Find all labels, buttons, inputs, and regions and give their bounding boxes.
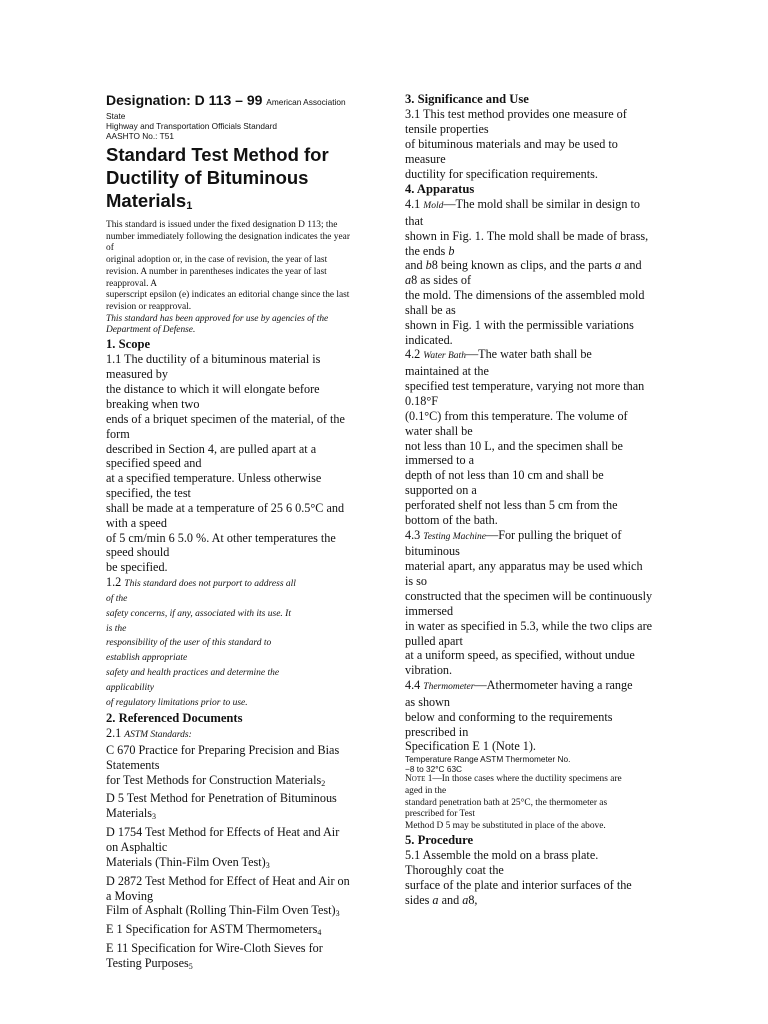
defense-line: This standard has been approved for use by agencies of the [106, 313, 329, 324]
scope-body [106, 352, 364, 710]
ref-text: Testing Purposes [106, 955, 189, 970]
section-number: 4.4 [405, 678, 424, 693]
testing-machine-line: bituminous [405, 544, 460, 559]
apparatus-heading: 4. Apparatus [405, 181, 475, 196]
water-bath-line: not less than 10 L, and the specimen shall be [405, 438, 623, 453]
water-bath-line: immersed to a [405, 453, 475, 468]
water-bath-line: depth of not less than 10 cm and shall be [405, 468, 604, 483]
significance-line: tensile properties [405, 122, 489, 137]
caution-line: safety concerns, if any, associated with its use. It [106, 608, 291, 619]
astm-standards-label: ASTM Standards: [124, 730, 192, 741]
thermometer-first-line [405, 678, 663, 695]
ref-line [106, 956, 364, 975]
mold-line: shall be as [405, 302, 456, 317]
intro-line: original adoption or, in the case of revision, the year of last [106, 255, 328, 266]
thermometer-table-row: −8 to 32°C 63C [405, 764, 463, 775]
testing-machine-line: constructed that the specimen will be continuously [405, 588, 653, 603]
intro-line: revision. A number in parentheses indicates the year of last [106, 266, 327, 277]
testing-machine-line: is so [405, 574, 428, 589]
note-line: prescribed for Test [405, 809, 475, 820]
mold-text: 8 being known as clips, and the parts [431, 258, 615, 273]
ref-text: Materials (Thin-Film Oven Test) [106, 854, 266, 869]
title-footnote: 1 [186, 200, 193, 212]
note-line: standard penetration bath at 25°C, the thermometer as [405, 797, 608, 808]
org-line-1: American Association [266, 97, 346, 107]
caution-text: This standard does not purport to address all [124, 579, 296, 590]
testing-machine-label: Testing Machine [423, 531, 486, 542]
caution-line: applicability [106, 683, 155, 693]
section-number: 4.1 [405, 197, 424, 212]
procedure-text: 8, [468, 892, 478, 907]
significance-line: measure [405, 151, 446, 166]
water-bath-line: maintained at the [405, 364, 489, 379]
left-column [106, 92, 364, 975]
scope-line: measured by [106, 367, 168, 382]
section-number: 4.3 [405, 527, 424, 542]
ref-line [106, 855, 364, 874]
water-bath-line: perforated shelf not less than 5 cm from the [405, 497, 618, 512]
thermometer-label: Thermometer [423, 682, 475, 693]
ref-footnote: 3 [335, 909, 340, 919]
ref-text: D 5 Test Method for Penetration of Bituminous [106, 791, 337, 806]
scope-line: described in Section 4, are pulled apart at a [106, 441, 317, 456]
scope-line: of 5 cm/min 6 5.0 %. At other temperatures the [106, 530, 336, 545]
procedure-line [405, 893, 663, 908]
water-bath-line: specified test temperature, varying not more than [405, 379, 645, 394]
mold-var: a [614, 258, 621, 273]
mold-line: indicated. [405, 332, 453, 347]
note-line: aged in the [405, 785, 447, 796]
section-number: 1.2 [106, 575, 125, 590]
ref-line [106, 889, 364, 904]
defense-line: Department of Defense. [106, 325, 196, 336]
water-bath-label: Water Bath [423, 351, 466, 362]
intro-block [106, 220, 364, 337]
mold-line: the mold. The dimensions of the assembled mold [405, 288, 645, 303]
intro-line: number immediately following the designation indicates the year [106, 231, 350, 242]
mold-var: b [448, 243, 455, 258]
water-bath-line: (0.1°C) from this temperature. The volume of [405, 408, 628, 423]
scope-line: ends of a briquet specimen of the material, of the [106, 411, 345, 426]
ref-text: E 11 Specification for Wire-Cloth Sieves for [106, 941, 323, 956]
title-line-1: Standard Test Method for [106, 144, 329, 165]
intro-line: of [106, 243, 114, 254]
mold-first-line [405, 197, 663, 214]
org-line-2: State [106, 111, 126, 121]
intro-line: This standard is issued under the fixed designation D 113; the [106, 220, 338, 230]
scope-line: breaking when two [106, 396, 200, 411]
water-bath-line: bottom of the bath. [405, 512, 498, 527]
referenced-body [106, 726, 364, 975]
testing-machine-line: in water as specified in 5.3, while the two clips are [405, 618, 653, 633]
scope-line: at a specified temperature. Unless otherwise [106, 471, 322, 486]
mold-text: —The mold shall be similar in design to [443, 197, 641, 212]
org-line-4: AASHTO No.: T51 [106, 131, 174, 141]
testing-machine-line: immersed [405, 603, 454, 618]
scope-line: form [106, 426, 130, 441]
scope-line: specified, the test [106, 486, 191, 501]
ref-text: on Asphaltic [106, 840, 168, 854]
scope-heading: 1. Scope [106, 337, 151, 352]
significance-heading: 3. Significance and Use [405, 92, 529, 106]
title-word: Materials [106, 190, 187, 211]
note-line: Method D 5 may be substituted in place of the above. [405, 821, 606, 832]
note-text: 1—In those cases where the ductility specimens are [425, 774, 622, 785]
procedure-line: 5.1 Assemble the mold on a brass plate. [405, 848, 599, 863]
right-column [405, 92, 663, 908]
thermometer-text: —Athermometer having a range [474, 678, 633, 693]
ref-text: D 1754 Test Method for Effects of Heat and Air [106, 825, 340, 840]
ref-line [106, 758, 364, 773]
testing-machine-line: vibration. [405, 663, 453, 678]
scope-line: shall be made at a temperature of 25 6 0.5°C and [106, 500, 345, 515]
ref-text: Film of Asphalt (Rolling Thin-Film Oven Test) [106, 903, 336, 918]
ref-footnote: 5 [188, 961, 193, 971]
procedure-line: Thoroughly coat the [405, 863, 504, 878]
ref-text: C 670 Practice for Preparing Precision and Bias [106, 742, 340, 757]
ref-line [106, 806, 364, 825]
title-line-3 [106, 189, 364, 218]
org-line-3: Highway and Transportation Officials Standard [106, 121, 277, 131]
testing-machine-line: pulled apart [405, 633, 463, 648]
ref-line [106, 825, 364, 840]
note-label: Note [405, 774, 426, 785]
ref-line [106, 941, 364, 956]
intro-line: reapproval. A [106, 278, 158, 289]
testing-machine-line: at a uniform speed, as specified, without undue [405, 648, 635, 663]
mold-text: and [620, 258, 642, 273]
ref-line [106, 773, 364, 792]
section-number: 4.2 [405, 347, 424, 362]
significance-line: 3.1 This test method provides one measure of [405, 107, 627, 122]
scope-line: with a speed [106, 515, 167, 530]
ref-line [106, 903, 364, 922]
water-bath-line: water shall be [405, 423, 473, 438]
intro-line: superscript epsilon (e) indicates an editorial change since the last [106, 290, 350, 301]
mold-text: and [405, 258, 426, 273]
mold-line: shown in Fig. 1 with the permissible variations [405, 317, 634, 332]
ref-footnote: 3 [152, 812, 157, 822]
water-bath-line: 0.18°F [405, 394, 438, 408]
caution-line: of regulatory limitations prior to use. [106, 697, 248, 708]
water-bath-line: supported on a [405, 483, 477, 498]
section-number: 2.1 [106, 726, 125, 741]
testing-machine-first-line [405, 528, 663, 545]
procedure-var: a [432, 892, 439, 907]
testing-machine-text: —For pulling the briquet of [486, 527, 622, 542]
ref-text: Materials [106, 806, 153, 821]
scope-line: be specified. [106, 560, 168, 575]
ref-text: a Moving [106, 888, 154, 903]
scope-line: the distance to which it will elongate before [106, 382, 320, 397]
mold-line: shown in Fig. 1. The mold shall be made of brass, [405, 228, 649, 243]
caution-line: of the [106, 593, 128, 604]
ref-line [106, 791, 364, 806]
mold-text: the ends [405, 243, 449, 258]
ref-text: for Test Methods for Construction Materials [106, 772, 322, 787]
mold-label: Mold [423, 201, 444, 212]
ref-footnote: 3 [265, 860, 270, 870]
ref-text: D 2872 Test Method for Effect of Heat and Air on [106, 873, 350, 888]
significance-line: ductility for specification requirements. [405, 166, 598, 181]
procedure-line: surface of the plate and interior surfaces of the [405, 877, 632, 892]
scope-line: specified speed and [106, 456, 202, 471]
testing-machine-line: material apart, any apparatus may be used which [405, 559, 643, 574]
note-1-first [405, 774, 663, 786]
caution-line: safety and health practices and determine the [106, 668, 280, 679]
ref-footnote: 2 [321, 778, 326, 788]
caution-line: establish appropriate [106, 653, 188, 664]
mold-var: a [405, 273, 412, 288]
thermometer-line: below and conforming to the requirements [405, 709, 613, 724]
mold-text: 8 as sides of [411, 273, 472, 288]
mold-var: b [425, 258, 432, 273]
thermometer-table-header: Temperature Range ASTM Thermometer No. [405, 754, 571, 765]
scope-1-2-first [106, 575, 364, 592]
scope-line: speed should [106, 545, 170, 560]
ref-line [106, 840, 364, 855]
intro-line: revision or reapproval. [106, 301, 192, 312]
ref-text: Statements [106, 757, 160, 772]
ref-line [106, 922, 364, 941]
title-line-2: Ductility of Bituminous [106, 167, 309, 188]
ref-line [106, 743, 364, 758]
procedure-text: and [438, 892, 463, 907]
procedure-text: sides [405, 892, 433, 907]
water-bath-first-line [405, 347, 663, 364]
water-bath-text: —The water bath shall be [465, 347, 592, 362]
thermometer-line: Specification E 1 (Note 1). [405, 739, 536, 754]
astm-standards-line [106, 726, 364, 743]
mold-line [405, 244, 663, 259]
thermometer-line: prescribed in [405, 724, 469, 739]
ref-line [106, 874, 364, 889]
mold-line [405, 258, 663, 273]
mold-line: that [405, 213, 424, 228]
procedure-heading: 5. Procedure [405, 832, 474, 847]
caution-line: responsibility of the user of this standard to [106, 638, 272, 649]
caution-line: is the [106, 623, 127, 634]
scope-line: 1.1 The ductility of a bituminous material is [106, 352, 321, 367]
ref-text: E 1 Specification for ASTM Thermometers [106, 922, 318, 937]
designation-line [106, 92, 364, 111]
referenced-heading: 2. Referenced Documents [106, 710, 243, 725]
significance-line: of bituminous materials and may be used to [405, 137, 618, 152]
mold-line [405, 273, 663, 288]
ref-footnote: 4 [317, 928, 322, 938]
procedure-var: a [462, 892, 469, 907]
thermometer-line: as shown [405, 694, 451, 709]
designation: Designation: D 113 – 99 [106, 92, 263, 108]
